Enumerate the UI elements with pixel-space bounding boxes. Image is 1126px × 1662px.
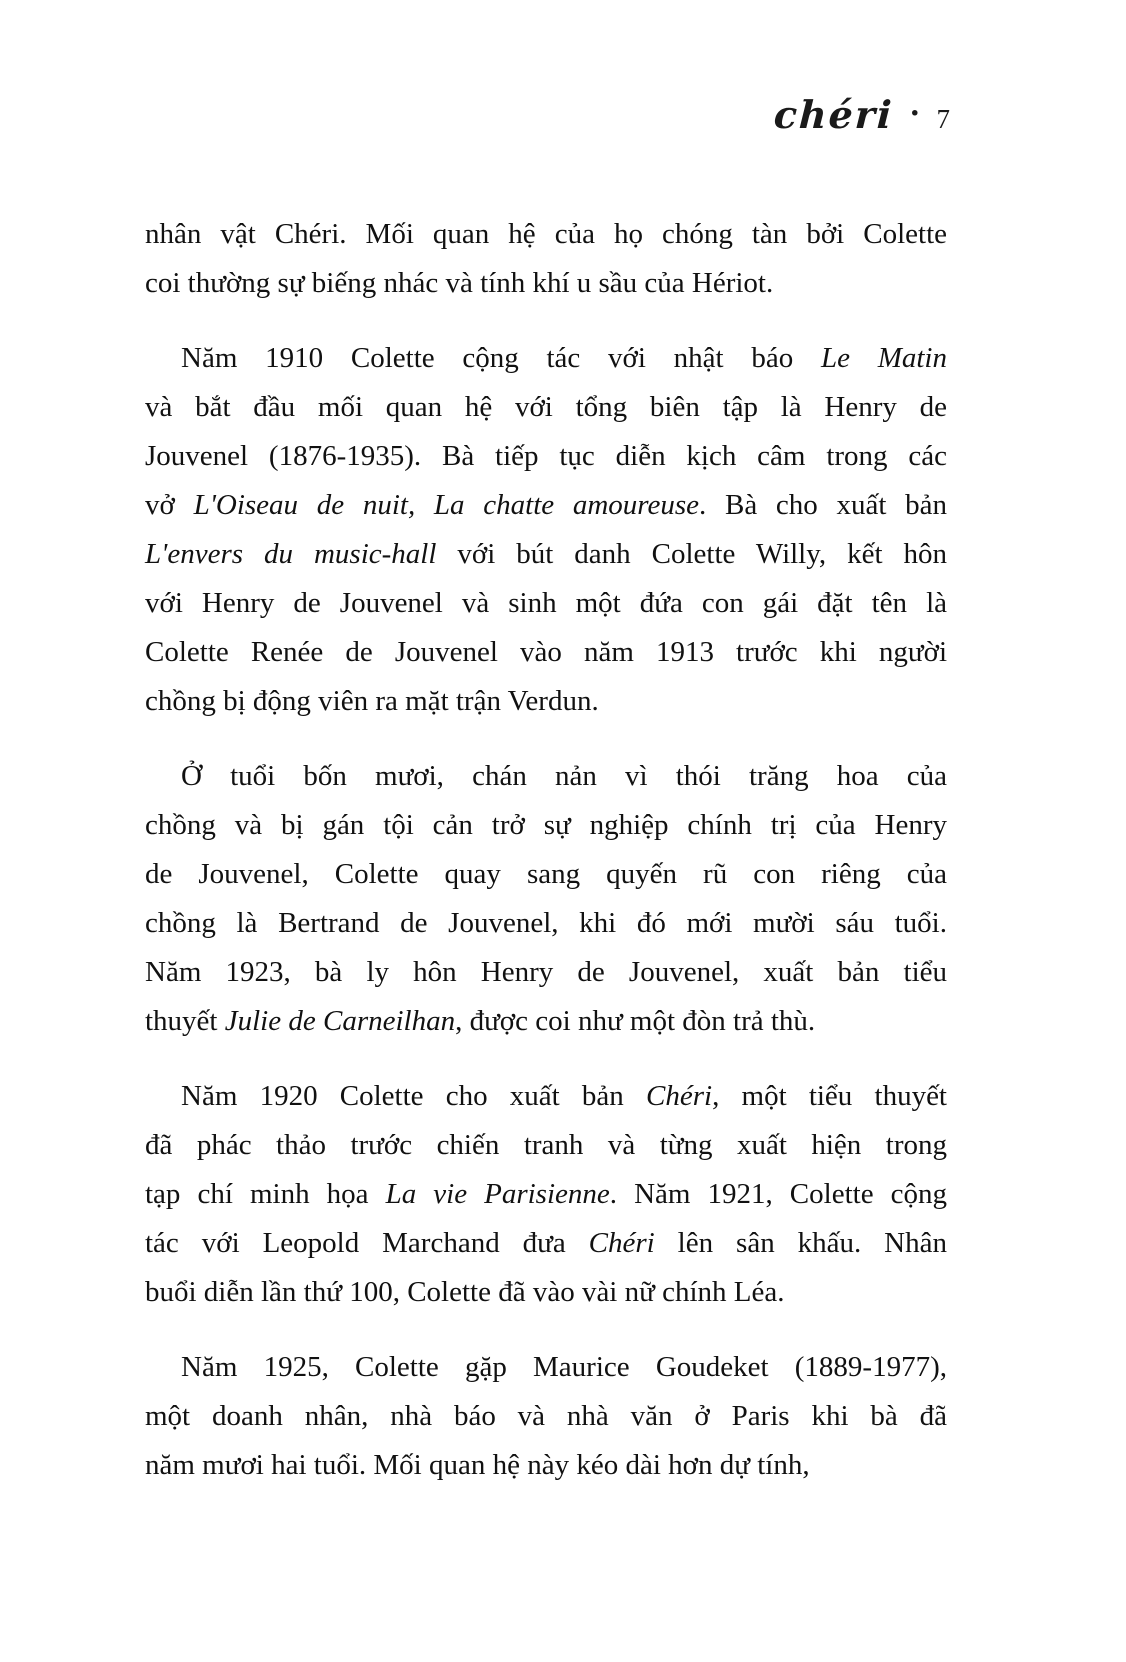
text-line	[145, 850, 947, 899]
text-line	[145, 1343, 947, 1392]
paragraph	[145, 334, 947, 726]
text-line	[145, 432, 947, 481]
text-line	[145, 1441, 947, 1490]
text-segment: nhân vật Chéri. Mối quan hệ của họ chóng tàn bởi Colette	[145, 218, 947, 250]
text-line	[145, 530, 947, 579]
italic-text-segment: Chéri	[588, 1227, 655, 1259]
text-segment: năm mươi hai tuổi. Mối quan hệ này kéo dài hơn dự tính,	[145, 1449, 810, 1481]
text-segment: một doanh nhân, nhà báo và nhà văn ở Paris khi bà đã	[145, 1400, 947, 1432]
text-segment: thuyết	[145, 1005, 225, 1037]
text-line	[145, 1170, 947, 1219]
text-segment: , một tiểu thuyết	[712, 1080, 947, 1112]
text-segment: chồng bị động viên ra mặt trận Verdun.	[145, 685, 599, 717]
page-header	[774, 92, 950, 137]
text-segment: với bút danh Colette Willy, kết hôn	[436, 538, 947, 570]
header-separator-dot: ·	[909, 95, 921, 132]
text-segment: , được coi như một đòn trả thù.	[455, 1005, 816, 1037]
italic-text-segment: Julie de Carneilhan	[224, 1005, 456, 1037]
text-segment: chồng và bị gán tội cản trở sự nghiệp chính trị của Henry	[145, 809, 947, 841]
text-segment: tạp chí minh họa	[145, 1178, 386, 1210]
italic-text-segment: L'Oiseau de nuit, La chatte amoureuse	[193, 489, 700, 521]
running-title: chéri	[772, 92, 895, 137]
text-line	[145, 383, 947, 432]
text-segment: Năm 1920 Colette cho xuất bản	[181, 1080, 646, 1112]
text-segment: và bắt đầu mối quan hệ với tổng biên tập là Henry de	[145, 391, 947, 423]
text-segment: . Năm 1921, Colette cộng	[609, 1178, 947, 1210]
text-line	[145, 752, 947, 801]
text-segment: tác với Leopold Marchand đưa	[145, 1227, 589, 1259]
text-line	[145, 1268, 947, 1317]
text-segment: . Bà cho xuất bản	[699, 489, 948, 521]
italic-text-segment: Le Matin	[820, 342, 947, 374]
paragraph	[145, 752, 947, 1046]
text-segment: coi thường sự biếng nhác và tính khí u sầu của Hériot.	[145, 267, 774, 299]
text-segment: Năm 1925, Colette gặp Maurice Goudeket (1889-1977),	[181, 1351, 947, 1383]
text-line	[145, 948, 947, 997]
text-line	[145, 1121, 947, 1170]
text-line	[145, 677, 947, 726]
text-segment: chồng là Bertrand de Jouvenel, khi đó mới mười sáu tuổi.	[145, 907, 947, 939]
text-line	[145, 579, 947, 628]
text-segment: đã phác thảo trước chiến tranh và từng xuất hiện trong	[145, 1129, 947, 1161]
text-segment: Colette Renée de Jouvenel vào năm 1913 trước khi người	[145, 636, 947, 668]
italic-text-segment: Chéri	[646, 1080, 713, 1112]
paragraph	[145, 1343, 947, 1490]
text-segment: de Jouvenel, Colette quay sang quyến rũ con riêng của	[145, 858, 947, 890]
paragraph	[145, 210, 947, 308]
italic-text-segment: L'envers du music-hall	[145, 538, 437, 570]
text-line	[145, 899, 947, 948]
italic-text-segment: La vie Parisienne	[385, 1178, 610, 1210]
text-line	[145, 1219, 947, 1268]
text-segment: Jouvenel (1876-1935). Bà tiếp tục diễn kịch câm trong các	[145, 440, 947, 472]
text-segment: vở	[145, 489, 194, 521]
text-segment: buổi diễn lần thứ 100, Colette đã vào vài nữ chính Léa.	[145, 1276, 785, 1308]
text-segment: Năm 1923, bà ly hôn Henry de Jouvenel, xuất bản tiểu	[145, 956, 947, 988]
text-line	[145, 997, 947, 1046]
text-line	[145, 210, 947, 259]
text-line	[145, 334, 947, 383]
page-number: 7	[936, 104, 950, 134]
text-segment: với Henry de Jouvenel và sinh một đứa con gái đặt tên là	[145, 587, 947, 619]
text-segment: lên sân khấu. Nhân	[654, 1227, 947, 1259]
page-body	[145, 210, 947, 1490]
text-line	[145, 259, 947, 308]
text-segment: Ở tuổi bốn mươi, chán nản vì thói trăng hoa của	[181, 760, 947, 792]
text-line	[145, 481, 947, 530]
paragraph	[145, 1072, 947, 1317]
text-line	[145, 801, 947, 850]
text-line	[145, 628, 947, 677]
text-line	[145, 1072, 947, 1121]
text-line	[145, 1392, 947, 1441]
text-segment: Năm 1910 Colette cộng tác với nhật báo	[181, 342, 821, 374]
